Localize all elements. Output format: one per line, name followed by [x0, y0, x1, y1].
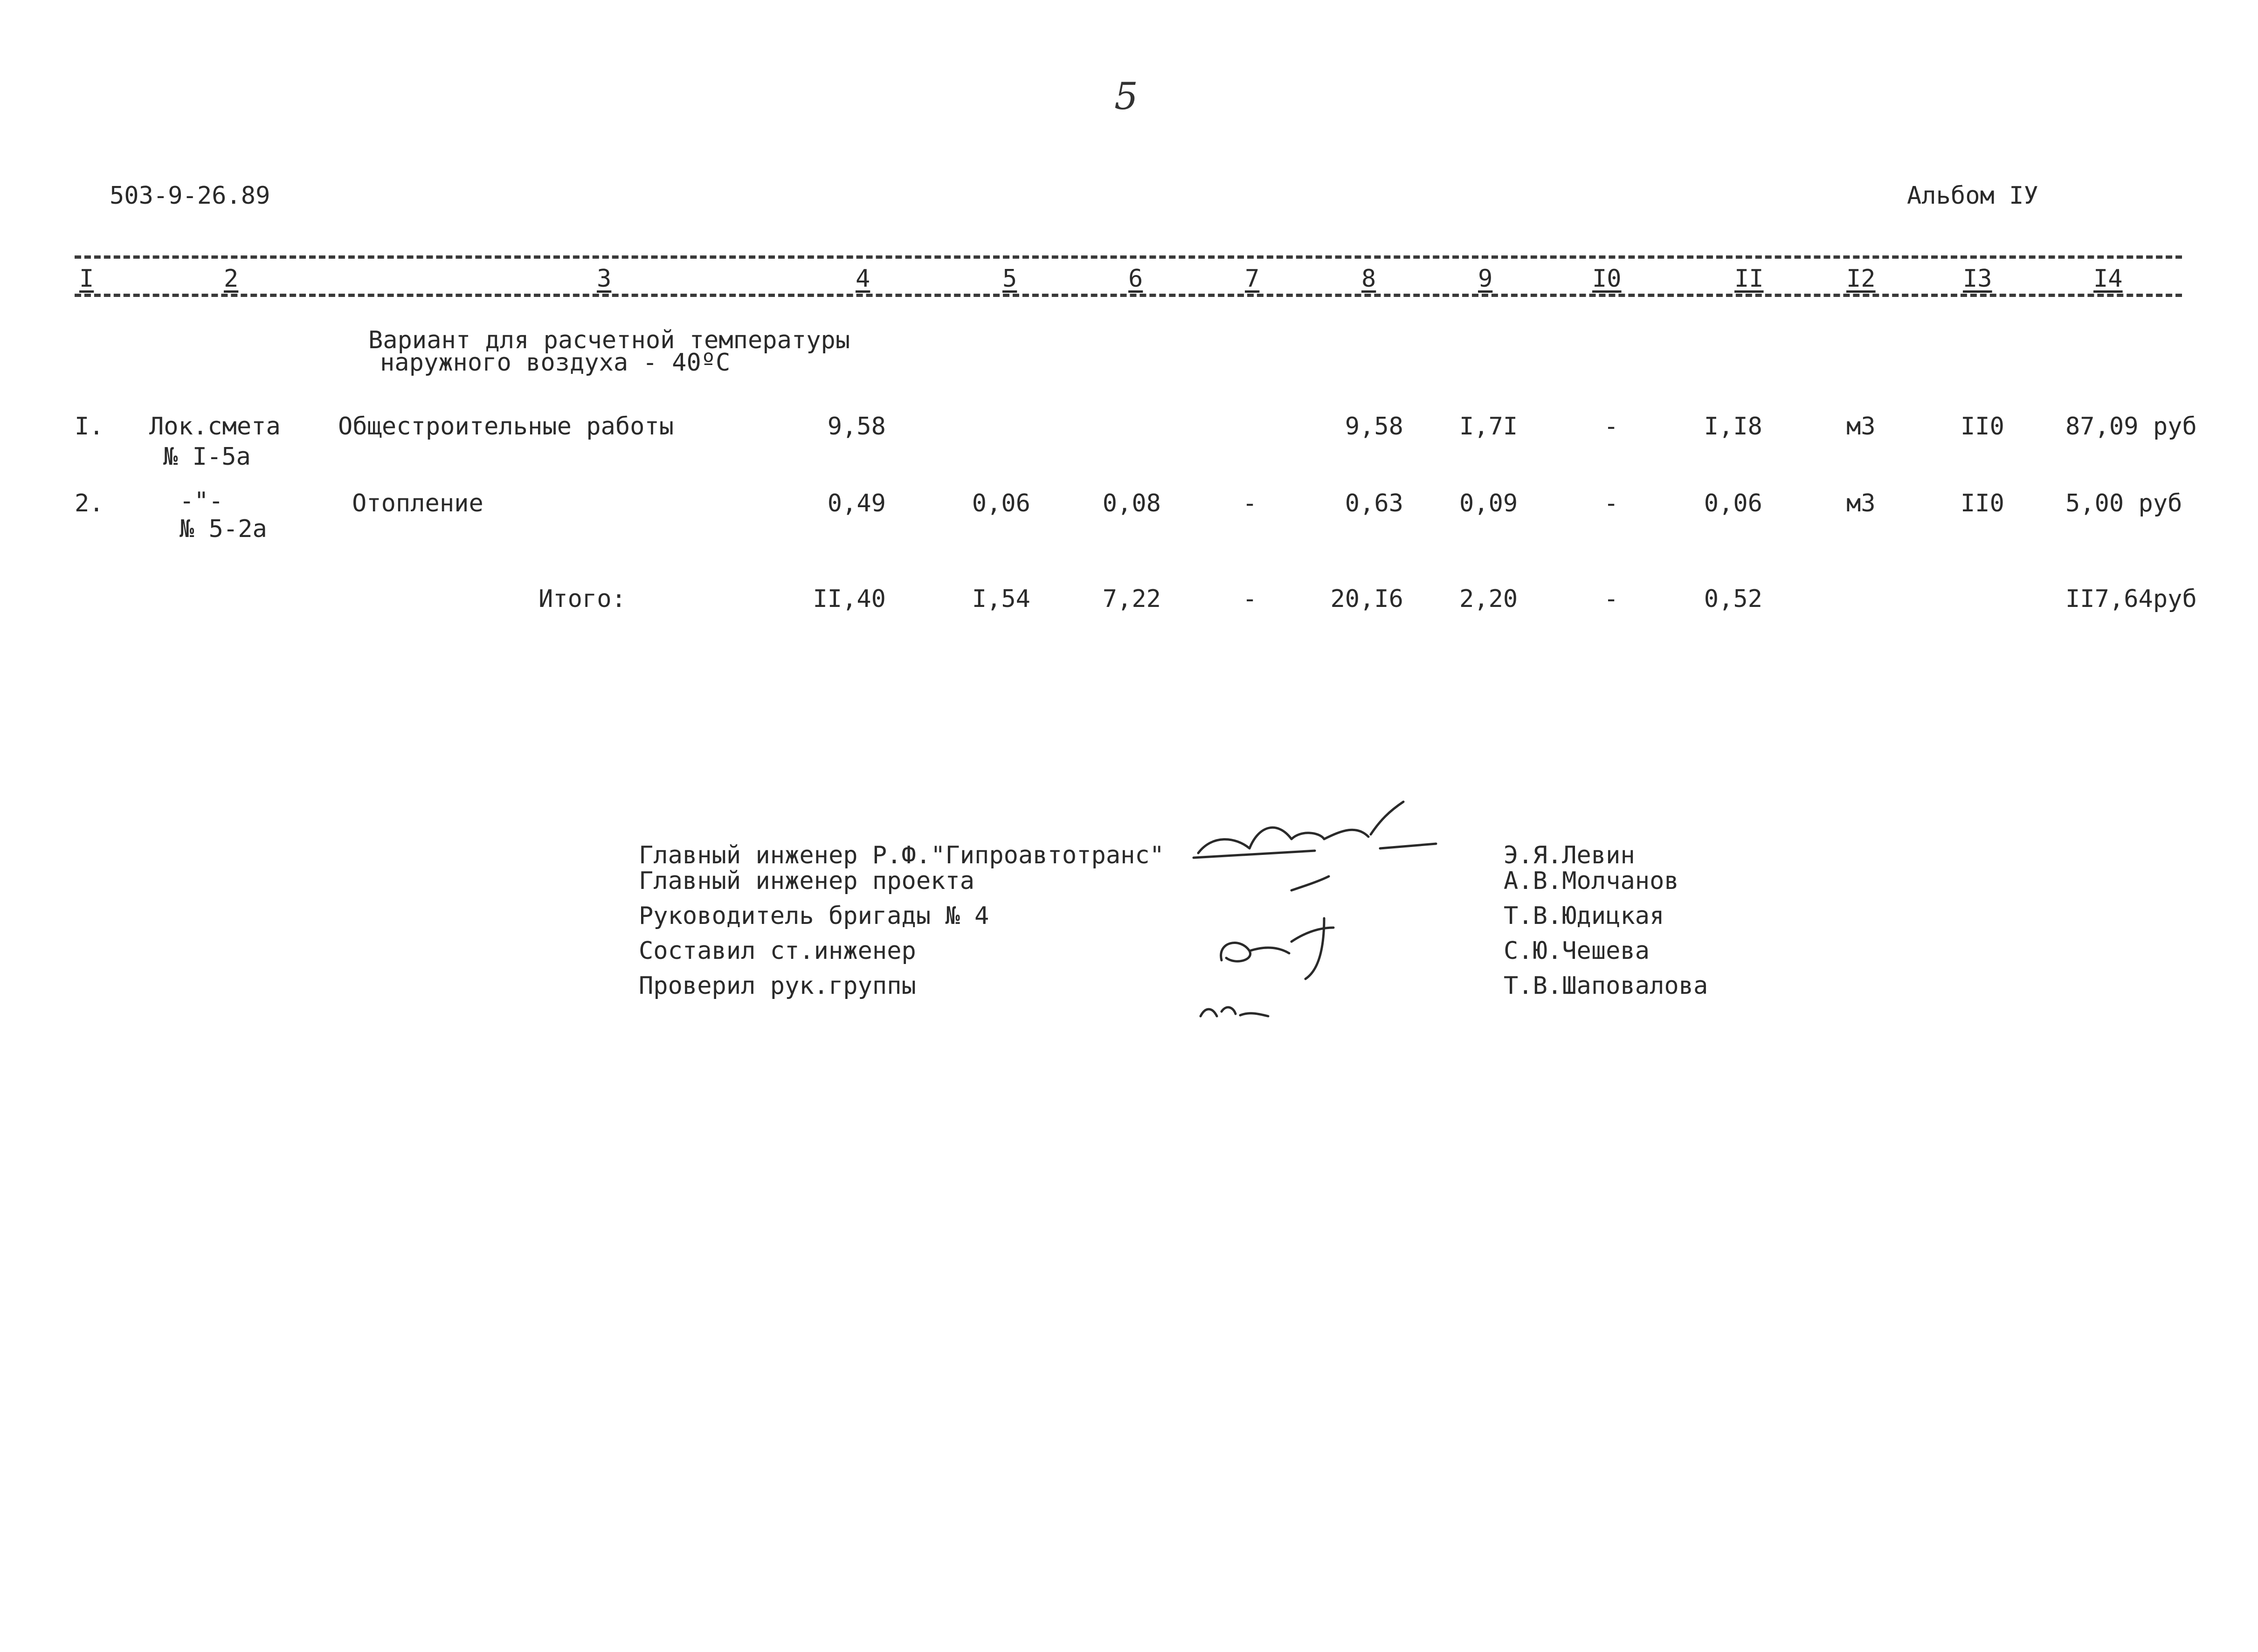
work-name: Отопление	[352, 489, 483, 517]
column-number-13: I3	[1963, 265, 1992, 293]
cell-col4: 0,49	[827, 489, 886, 517]
estimate-number: № 5-2а	[180, 515, 267, 543]
cell-col12: м3	[1846, 489, 1876, 517]
signatory-name: Т.В.Шаповалова	[1504, 972, 1708, 1000]
total-col8: 20,I6	[1330, 585, 1403, 613]
cell-col5: 0,06	[972, 489, 1030, 517]
row-number: I.	[75, 413, 104, 441]
cell-col14: 5,00 руб	[2065, 489, 2182, 517]
column-number-9: 9	[1478, 265, 1493, 293]
document-code: 503-9-26.89	[110, 182, 270, 210]
total-col10: -	[1604, 585, 1619, 613]
column-number-3: 3	[597, 265, 612, 293]
total-col4: II,40	[813, 585, 886, 613]
cell-col8: 0,63	[1345, 489, 1403, 517]
album-label: Альбом IУ	[1907, 182, 2038, 210]
estimate-reference: -"-	[180, 487, 223, 515]
column-number-1: I	[79, 265, 94, 293]
signatory-role: Главный инженер Р.Ф."Гипроавтотранс"	[639, 841, 1165, 869]
cell-col11: 0,06	[1704, 489, 1762, 517]
variant-title-line1: Вариант для расчетной температуры	[368, 326, 850, 354]
column-number-4: 4	[856, 265, 870, 293]
total-label: Итого:	[539, 585, 626, 613]
table-top-rule	[75, 255, 2182, 259]
total-col6: 7,22	[1102, 585, 1161, 613]
cell-col8: 9,58	[1345, 413, 1403, 441]
cell-col12: м3	[1846, 413, 1876, 441]
cell-col10: -	[1604, 489, 1619, 517]
page-number: 5	[1114, 75, 1138, 118]
row-number: 2.	[75, 489, 104, 517]
signatory-name: Э.Я.Левин	[1504, 841, 1635, 869]
cell-col9: 0,09	[1459, 489, 1518, 517]
estimate-reference: Лок.смета	[149, 413, 281, 441]
cell-col6: 0,08	[1102, 489, 1161, 517]
handwritten-signatures	[1184, 792, 1473, 1035]
table-header-rule	[75, 294, 2182, 297]
column-number-7: 7	[1245, 265, 1260, 293]
cell-col7: -	[1243, 489, 1257, 517]
total-col9: 2,20	[1459, 585, 1518, 613]
cell-col14: 87,09 руб	[2065, 413, 2197, 441]
cell-col11: I,I8	[1704, 413, 1762, 441]
column-number-6: 6	[1128, 265, 1143, 293]
total-col14: II7,64руб	[2065, 585, 2197, 613]
signatory-role: Составил ст.инженер	[639, 937, 916, 965]
cell-col9: I,7I	[1459, 413, 1518, 441]
column-number-12: I2	[1846, 265, 1876, 293]
signatory-role: Руководитель бригады № 4	[639, 902, 989, 930]
signatory-role: Главный инженер проекта	[639, 867, 975, 895]
total-col11: 0,52	[1704, 585, 1762, 613]
column-number-10: I0	[1592, 265, 1622, 293]
column-number-5: 5	[1002, 265, 1017, 293]
total-col5: I,54	[972, 585, 1030, 613]
cell-col13: II0	[1961, 489, 2004, 517]
cell-col10: -	[1604, 413, 1619, 441]
cell-col4: 9,58	[827, 413, 886, 441]
column-number-2: 2	[224, 265, 239, 293]
signatory-name: С.Ю.Чешева	[1504, 937, 1650, 965]
cell-col13: II0	[1961, 413, 2004, 441]
signatory-role: Проверил рук.группы	[639, 972, 916, 1000]
column-number-8: 8	[1361, 265, 1376, 293]
total-col7: -	[1243, 585, 1257, 613]
estimate-number: № I-5а	[163, 443, 251, 471]
variant-title-line2: наружного воздуха - 40ºС	[380, 349, 731, 377]
column-number-11: II	[1734, 265, 1764, 293]
signatory-name: А.В.Молчанов	[1504, 867, 1679, 895]
column-number-14: I4	[2093, 265, 2123, 293]
work-name: Общестроительные работы	[338, 413, 674, 441]
signatory-name: Т.В.Юдицкая	[1504, 902, 1664, 930]
